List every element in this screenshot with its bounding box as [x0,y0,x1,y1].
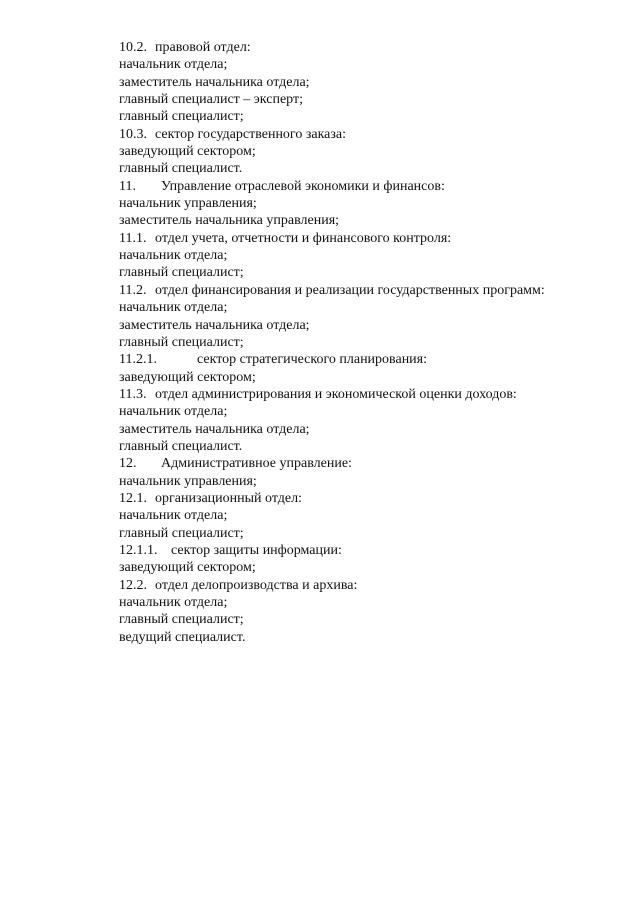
section-heading-10-3 [119,126,619,143]
position-line: заведующий сектором; [119,369,256,385]
position-line: начальник отдела; [119,248,228,264]
section-title: отдел учета, отчетности и финансового контроля: [155,230,452,246]
section-heading-11 [119,178,619,195]
position-line: начальник управления; [119,196,257,212]
position-line: главный специалист; [119,334,244,350]
section-title: отдел финансирования и реализации государственных программ: [155,282,545,298]
position-line: начальник отдела; [119,57,228,73]
position-line: заместитель начальника отдела; [119,74,310,90]
section-number: 12.1.1. [119,542,158,558]
section-title: отдел делопроизводства и архива: [155,577,358,593]
section-heading-10-2 [119,39,619,56]
section-heading-11-1 [119,230,619,247]
section-number: 12.1. [119,490,147,506]
position-line: начальник отдела; [119,300,228,316]
section-title: сектор защиты информации: [171,542,342,558]
position-line: ведущий специалист. [119,629,246,645]
section-number: 11.2.1. [119,352,157,368]
position-line: заведующий сектором; [119,144,256,160]
position-line: главный специалист – эксперт; [119,92,303,108]
section-number: 10.3. [119,126,147,142]
section-number: 11.1. [119,230,147,246]
section-title: сектор государственного заказа: [155,126,347,142]
position-line: заместитель начальника отдела; [119,421,310,437]
section-title: сектор стратегического планирования: [197,352,428,368]
section-number: 12.2. [119,577,147,593]
position-line: заведующий сектором; [119,560,256,576]
document-body [119,39,619,646]
position-line: начальник отдела; [119,404,228,420]
section-heading-12 [119,455,619,472]
position-line: главный специалист. [119,161,243,177]
position-line: главный специалист; [119,265,244,281]
position-line: начальник отдела; [119,595,228,610]
section-title: Управление отраслевой экономики и финансов: [161,178,445,194]
position-line: главный специалист; [119,109,244,125]
section-heading-12-1-1 [119,542,619,559]
position-line: начальник отдела; [119,508,228,524]
position-line: главный специалист; [119,525,244,541]
section-title: отдел администрирования и экономической оценки доходов: [155,386,517,402]
position-line: главный специалист; [119,612,244,628]
section-heading-11-3 [119,386,619,403]
section-title: организационный отдел: [155,490,303,506]
section-number: 10.2. [119,40,147,55]
section-heading-11-2-1 [119,351,619,368]
section-number: 11.2. [119,282,147,298]
section-title: Административное управление: [161,456,352,472]
section-number: 12. [119,456,137,472]
position-line: заместитель начальника управления; [119,213,340,229]
position-line: главный специалист. [119,438,243,454]
section-number: 11.3. [119,386,147,402]
section-heading-11-2 [119,282,619,299]
position-line: заместитель начальника отдела; [119,317,310,333]
section-number: 11. [119,178,136,194]
position-line: начальник управления; [119,473,257,489]
section-heading-12-1 [119,490,619,507]
section-heading-12-2 [119,577,619,594]
section-title: правовой отдел: [155,40,251,55]
